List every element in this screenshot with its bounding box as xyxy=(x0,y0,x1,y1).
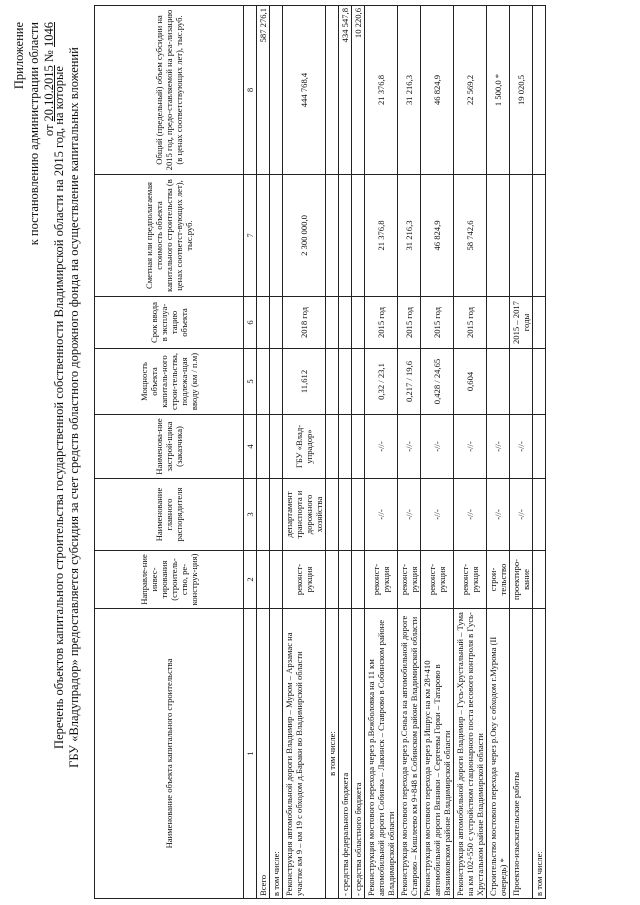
object-name-cell: в том числе: xyxy=(533,609,546,899)
column-number: 2 xyxy=(244,551,257,609)
table-cell xyxy=(533,175,546,297)
table-cell xyxy=(352,479,365,551)
table-cell xyxy=(270,415,283,479)
column-number: 6 xyxy=(244,297,257,349)
term-cell xyxy=(487,297,510,349)
table-cell xyxy=(257,551,270,609)
capacity-cell: 0,604 xyxy=(454,349,487,415)
subsidy-cell: 31 216,3 xyxy=(398,6,421,175)
manager-cell: департамент транспорта и дорожного хозяйства xyxy=(283,479,326,551)
table-cell xyxy=(257,175,270,297)
table-cell xyxy=(352,175,365,297)
table-cell xyxy=(339,479,352,551)
manager-cell: -//- xyxy=(487,479,510,551)
subsidy-cell xyxy=(270,6,283,175)
header-cell: Мощность объекта капиталь-ного строи-тельства, подлежа-щая вводу (км / п.м) xyxy=(95,349,244,415)
developer-cell: -//- xyxy=(421,415,454,479)
developer-cell: -//- xyxy=(398,415,421,479)
table-cell xyxy=(326,175,339,297)
developer-cell: -//- xyxy=(454,415,487,479)
table-row xyxy=(339,6,352,899)
table-cell xyxy=(339,415,352,479)
column-number: 7 xyxy=(244,175,257,297)
header-cell: Наименование объекта капитального строительства xyxy=(95,609,244,899)
table-cell xyxy=(270,479,283,551)
direction-cell: реконст-рукция xyxy=(283,551,326,609)
header-cell: Общий (предельный) объем субсидии на 2015 год, предо-ставляемой на реа-лизацию (в ценах соответствующих лет), тыс.руб. xyxy=(95,6,244,175)
developer-cell: -//- xyxy=(365,415,398,479)
table-cell xyxy=(257,349,270,415)
title-line2: ГБУ «Владупрадор» предоставляется субсидия за счет средств областного дорожного фонда на осуществление капитальных вложений xyxy=(67,47,81,768)
table-cell xyxy=(326,479,339,551)
subsidy-cell: 21 376,8 xyxy=(365,6,398,175)
subsidy-cell xyxy=(326,6,339,175)
table-cell xyxy=(339,551,352,609)
objects-table xyxy=(94,5,546,899)
object-name-cell: Проектно-изыскательские работы xyxy=(510,609,533,899)
column-number: 8 xyxy=(244,6,257,175)
table-cell xyxy=(533,479,546,551)
term-cell: 2018 год xyxy=(283,297,326,349)
cost-cell: 21 376,8 xyxy=(365,175,398,297)
table-cell xyxy=(270,297,283,349)
cost-cell: 46 824,9 xyxy=(421,175,454,297)
header-cell: Направле-ние инвес-тирования (строитель-ство, ре-конструк-ция) xyxy=(95,551,244,609)
table-row xyxy=(283,6,326,899)
table-cell xyxy=(533,551,546,609)
table-cell xyxy=(339,297,352,349)
object-name-cell: - средства областного бюджета xyxy=(352,609,365,899)
column-number: 5 xyxy=(244,349,257,415)
object-name-cell: Всего xyxy=(257,609,270,899)
cost-cell xyxy=(510,175,533,297)
term-cell: 2015 год xyxy=(398,297,421,349)
table-cell xyxy=(352,551,365,609)
term-cell: 2015 год xyxy=(454,297,487,349)
subsidy-cell: 434 547,8 xyxy=(339,6,352,175)
object-name-cell: Строительство мостового перехода через р.Оку с обходом г.Мурома (II очередь) * xyxy=(487,609,510,899)
object-name-cell: Реконструкция мостового перехода через р.Ишрус на км 28+410 автомобильной дороги Вязники – Сергеевы Горки – Татарово в Вязниковском районе Владимирской области xyxy=(421,609,454,899)
manager-cell: -//- xyxy=(398,479,421,551)
table-cell xyxy=(257,297,270,349)
table-row xyxy=(257,6,270,899)
table-cell xyxy=(270,349,283,415)
table-row xyxy=(421,6,454,899)
header-cell: Наименова-ние застрой-щика (заказчика) xyxy=(95,415,244,479)
table-body xyxy=(257,6,546,899)
capacity-cell: 11,612 xyxy=(283,349,326,415)
manager-cell: -//- xyxy=(454,479,487,551)
direction-cell: реконст-рукция xyxy=(454,551,487,609)
capacity-cell xyxy=(487,349,510,415)
column-number: 1 xyxy=(244,609,257,899)
table-cell xyxy=(257,415,270,479)
direction-cell: реконст-рукция xyxy=(421,551,454,609)
subsidy-cell: 22 569,2 xyxy=(454,6,487,175)
from-label: от xyxy=(42,124,56,137)
direction-cell: реконст-рукция xyxy=(365,551,398,609)
header-cell: Наименование главного распорядителя xyxy=(95,479,244,551)
table-cell xyxy=(533,297,546,349)
table-row xyxy=(398,6,421,899)
appendix-line2: к постановлению администрации области xyxy=(27,22,41,246)
term-cell: 2015 год xyxy=(421,297,454,349)
table-cell xyxy=(352,297,365,349)
subsidy-cell: 19 020,5 xyxy=(510,6,533,175)
table-cell xyxy=(326,551,339,609)
title-line1: Перечень объектов капитального строительства государственной собственности Владимирской области на 2015 год, на которые xyxy=(52,66,66,749)
object-name-cell: в том числе: xyxy=(326,609,339,899)
developer-cell: ГБУ «Влад-упрадор» xyxy=(283,415,326,479)
table-row xyxy=(352,6,365,899)
table-cell xyxy=(270,551,283,609)
decree-number: 1046 xyxy=(42,22,56,47)
document-title xyxy=(52,20,82,795)
cost-cell xyxy=(487,175,510,297)
subsidy-cell xyxy=(533,6,546,175)
direction-cell: реконст-рукция xyxy=(398,551,421,609)
capacity-cell: 0,217 / 19,6 xyxy=(398,349,421,415)
capacity-cell: 0,32 / 23,1 xyxy=(365,349,398,415)
table-row xyxy=(510,6,533,899)
number-label: № xyxy=(42,50,56,63)
subsidy-cell: 46 824,9 xyxy=(421,6,454,175)
manager-cell: -//- xyxy=(421,479,454,551)
table-row xyxy=(487,6,510,899)
cost-cell: 31 216,3 xyxy=(398,175,421,297)
capacity-cell: 0,428 / 24,65 xyxy=(421,349,454,415)
term-cell: 2015 – 2017 годы xyxy=(510,297,533,349)
table-cell xyxy=(270,175,283,297)
object-name-cell: Реконструкция мостового перехода через р.Сеньга на автомобильной дороге Ставрово – Кишлеево км 9+848 в Собинском районе Владимирской области xyxy=(398,609,421,899)
developer-cell: -//- xyxy=(487,415,510,479)
column-number: 4 xyxy=(244,415,257,479)
table-cell xyxy=(533,415,546,479)
table-row xyxy=(270,6,283,899)
table-cell xyxy=(326,349,339,415)
column-number: 3 xyxy=(244,479,257,551)
capacity-cell xyxy=(510,349,533,415)
term-cell: 2015 год xyxy=(365,297,398,349)
cost-cell: 2 300 000,0 xyxy=(283,175,326,297)
direction-cell: строи-тельство xyxy=(487,551,510,609)
column-number-row xyxy=(244,6,257,899)
table-cell xyxy=(533,349,546,415)
object-name-cell: в том числе: xyxy=(270,609,283,899)
table-cell xyxy=(326,415,339,479)
table-cell xyxy=(339,349,352,415)
header-row xyxy=(95,6,244,899)
subsidy-cell: 10 220,6 xyxy=(352,6,365,175)
subsidy-cell: 587 276,1 xyxy=(257,6,270,175)
object-name-cell: Реконструкция мостового перехода через р.Вежболовка на 11 км автомобильной дороги Собинка – Лакинск – Ставрово в Собинском районе Владимирской области xyxy=(365,609,398,899)
table-cell xyxy=(339,175,352,297)
subsidy-cell: 444 768,4 xyxy=(283,6,326,175)
table-row xyxy=(326,6,339,899)
subsidy-cell: 1 500,0 * xyxy=(487,6,510,175)
table-cell xyxy=(352,415,365,479)
table-row xyxy=(365,6,398,899)
object-name-cell: - средства федерального бюджета xyxy=(339,609,352,899)
cost-cell: 58 742,6 xyxy=(454,175,487,297)
header-cell: Срок ввода в эксплуа-тацию объекта xyxy=(95,297,244,349)
table-row xyxy=(533,6,546,899)
table-row xyxy=(454,6,487,899)
table-cell xyxy=(352,349,365,415)
header-cell: Сметная или предполагаемая стоимость объекта капитального строительства (в ценах соответст-вующих лет), тыс.руб. xyxy=(95,175,244,297)
object-name-cell: Реконструкция автомобильной дороги Владимир – Муром – Арзамас на участке км 9 – км 19 с обходом д.Бараки во Владимирской области xyxy=(283,609,326,899)
table-cell xyxy=(326,297,339,349)
developer-cell: -//- xyxy=(510,415,533,479)
appendix-block xyxy=(12,22,57,245)
manager-cell: -//- xyxy=(510,479,533,551)
decree-date: 20.10.2015 xyxy=(42,65,56,122)
table-cell xyxy=(257,479,270,551)
direction-cell: проектиро-вание xyxy=(510,551,533,609)
object-name-cell: Реконструкция автомобильной дороги Владимир – Гусь-Хрустальный – Тума на км 102+550 с устройством стационарного поста весового контроля в Гусь-Хрустальном районе Владимирской области xyxy=(454,609,487,899)
manager-cell: -//- xyxy=(365,479,398,551)
appendix-line1: Приложение xyxy=(12,22,26,90)
